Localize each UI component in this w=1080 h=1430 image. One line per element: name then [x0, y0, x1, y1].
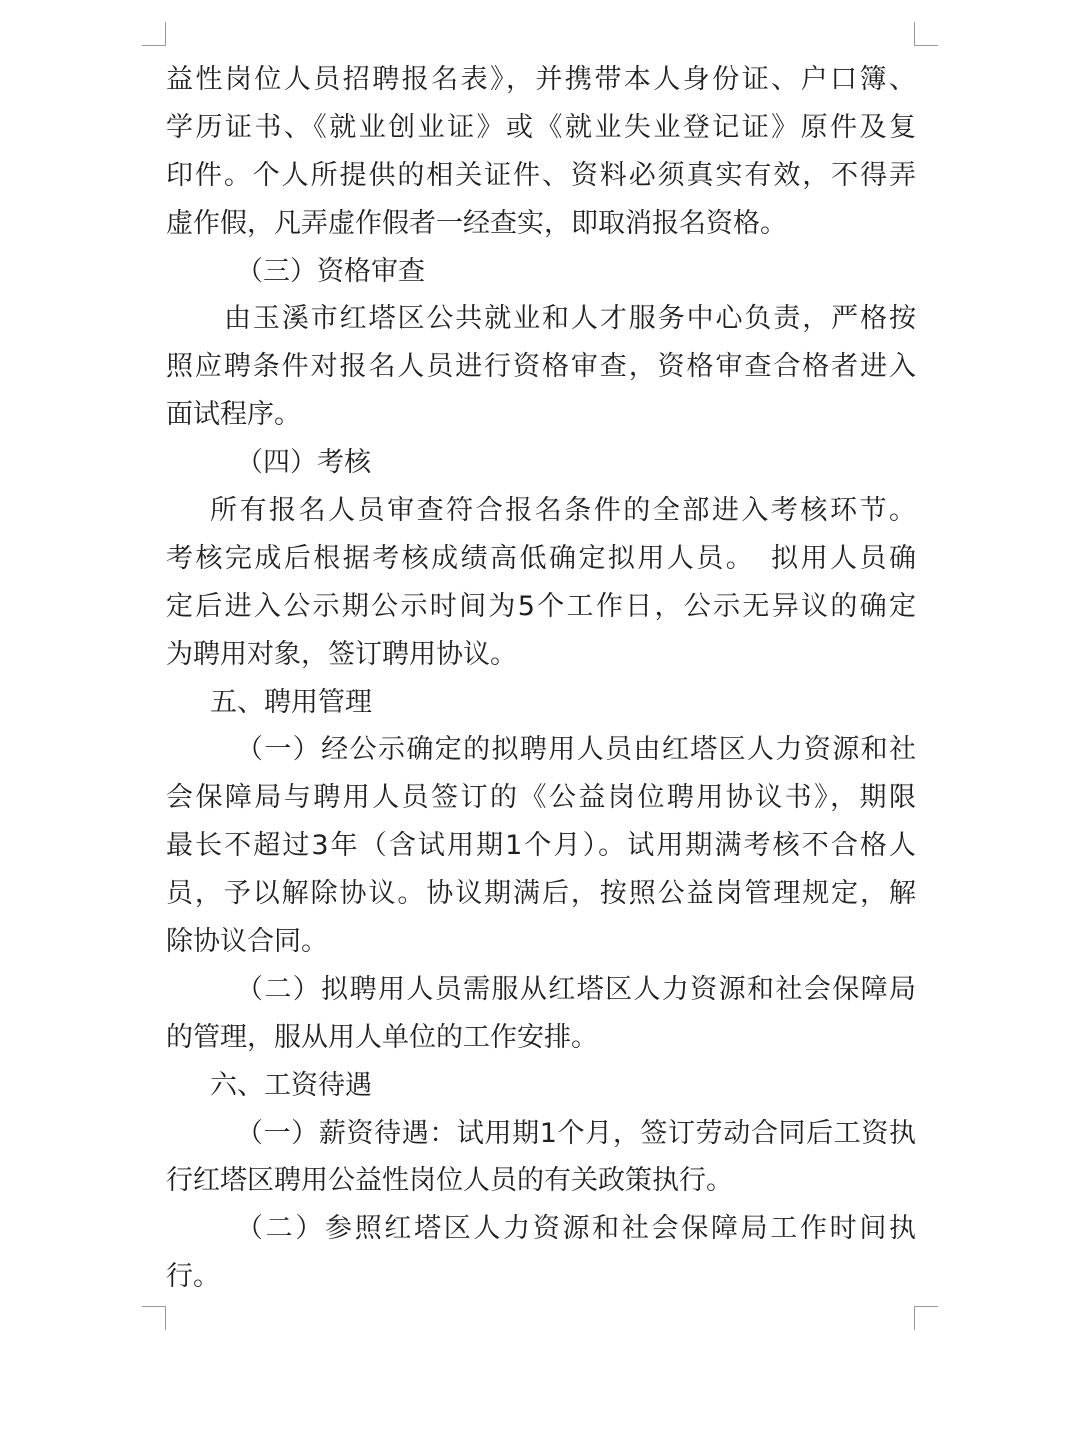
- page-corner-mark-bottom-left: [142, 1306, 166, 1330]
- text-line: 学历证书、《就业创业证》或《就业失业登记证》原件及复: [166, 111, 916, 143]
- text-line: 员，予以解除协议。协议期满后，按照公益岗管理规定，解: [166, 878, 916, 910]
- text-line: 定后进入公示期公示时间为5个工作日，公示无异议的确定: [166, 590, 916, 622]
- text-line: 所有报名人员审查符合报名条件的全部进入考核环节。: [210, 495, 916, 527]
- text-line: 照应聘条件对报名人员进行资格审查，资格审查合格者进入: [166, 351, 916, 383]
- text-line: 最长不超过3年（含试用期1个月）。试用期满考核不合格人: [166, 830, 916, 862]
- text-line: 考核完成后根据考核成绩高低确定拟用人员。 拟用人员确: [166, 542, 916, 574]
- text-line: 除协议合同。: [166, 926, 328, 958]
- text-line: 益性岗位人员招聘报名表》，并携带本人身份证、户口簿、: [166, 64, 916, 95]
- page-corner-mark-top-left: [142, 22, 166, 46]
- text-line: （一）薪资待遇：试用期1个月，签订劳动合同后工资执: [236, 1117, 916, 1149]
- page-corner-mark-bottom-right: [914, 1306, 938, 1330]
- text-line: 面试程序。: [166, 399, 301, 431]
- section-heading: 六、工资待遇: [210, 1069, 372, 1101]
- section-heading: 五、聘用管理: [210, 686, 372, 718]
- text-line: 行红塔区聘用公益性岗位人员的有关政策执行。: [166, 1165, 733, 1197]
- document-body: [166, 56, 916, 1301]
- text-line: 为聘用对象，签订聘用协议。: [166, 638, 517, 670]
- page-corner-mark-top-right: [914, 22, 938, 46]
- text-line: （一）经公示确定的拟聘用人员由红塔区人力资源和社: [236, 734, 916, 766]
- text-line: 印件。个人所提供的相关证件、资料必须真实有效，不得弄: [166, 159, 916, 191]
- text-line: 虚作假，凡弄虚作假者一经查实，即取消报名资格。: [166, 207, 787, 239]
- section-heading: （三）资格审查: [236, 255, 425, 287]
- text-line: 由玉溪市红塔区公共就业和人才服务中心负责，严格按: [224, 303, 916, 335]
- text-line: 的管理，服从用人单位的工作安排。: [166, 1021, 598, 1053]
- text-line: 行。: [166, 1261, 220, 1293]
- text-line: （二）拟聘用人员需服从红塔区人力资源和社会保障局: [236, 973, 916, 1005]
- section-heading: （四）考核: [236, 447, 371, 479]
- text-line: （二）参照红塔区人力资源和社会保障局工作时间执: [236, 1213, 916, 1245]
- text-line: 会保障局与聘用人员签订的《公益岗位聘用协议书》，期限: [166, 782, 916, 814]
